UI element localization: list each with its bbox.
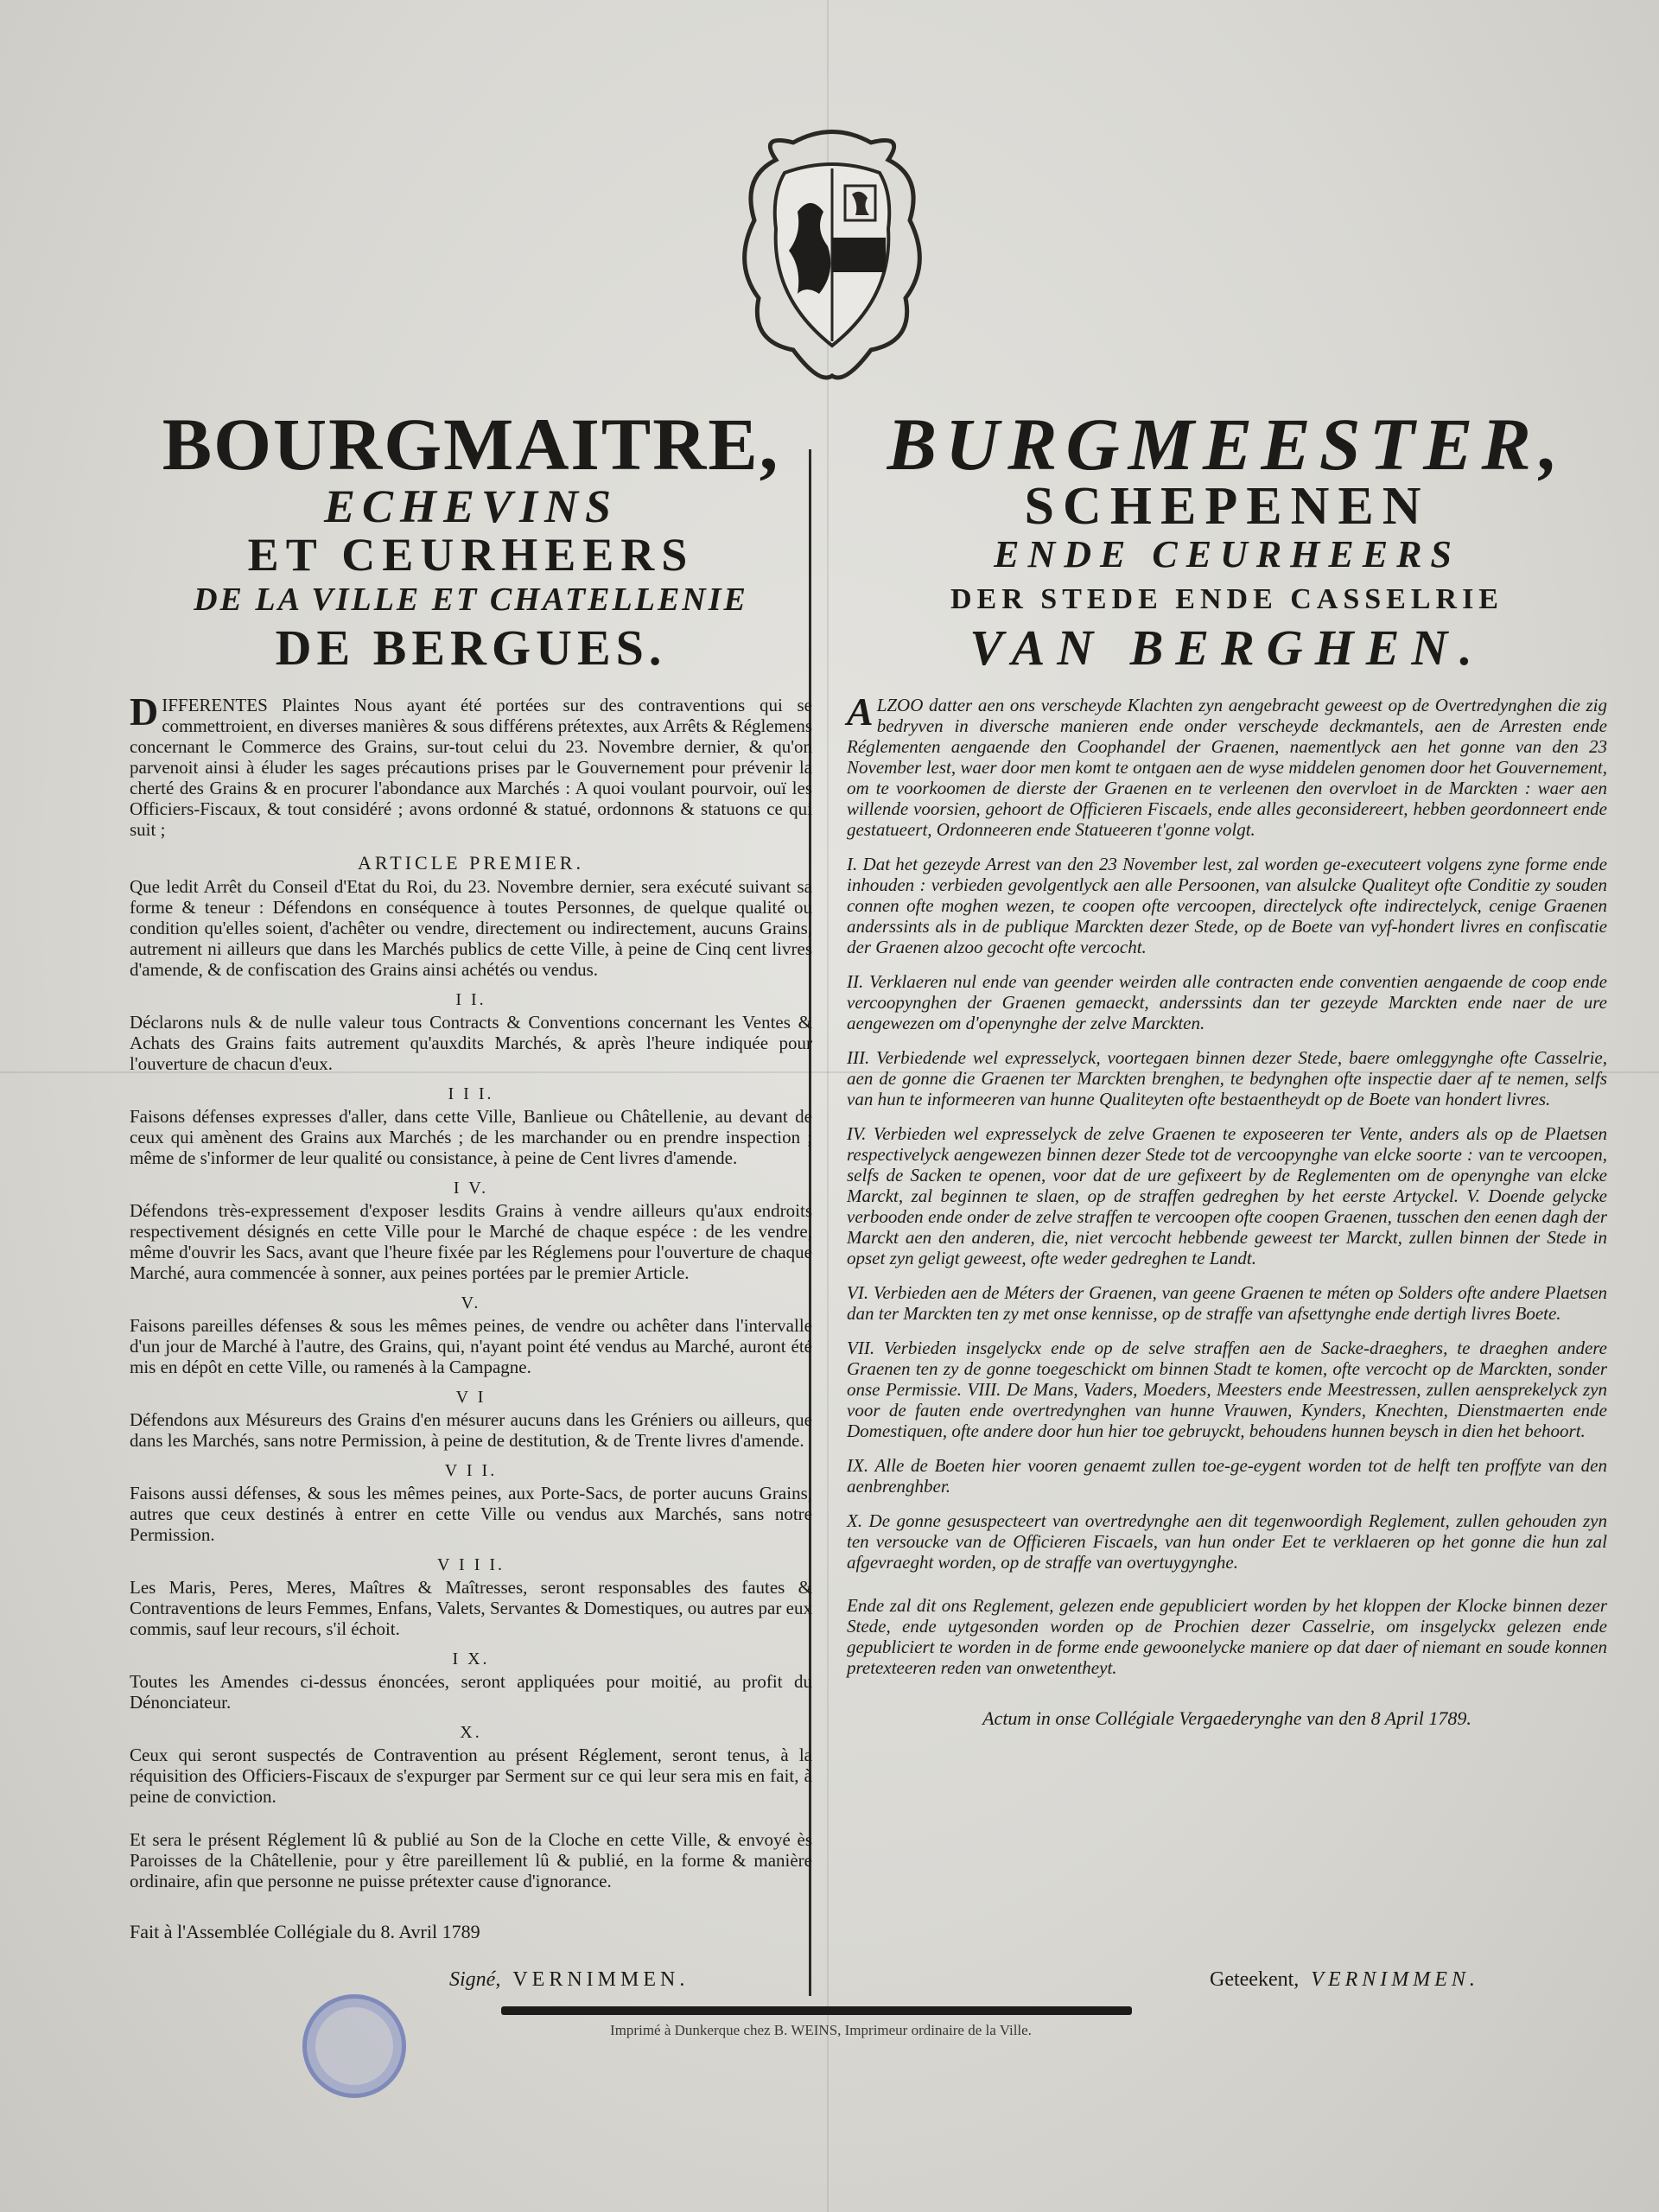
dutch-subtitle-schepenen: SCHEPENEN (1024, 477, 1430, 536)
dutch-signature-name: VERNIMMEN. (1311, 1968, 1479, 1991)
printer-rule (501, 2006, 1132, 2015)
dutch-closing: Ende zal dit ons Reglement, gelezen ende gepubliciert worden by het kloppen der Klocke binnen dezer Stede, ende uytgesonden worden op de Prochien dezer Casselrie, om insgelyckx gelezen ende gepubliciert te worden in de forme ende gewoonelycke maniere op dat daer of niemant en soude konnen pretexteeren reden van onwetentheyt. (847, 1595, 1607, 1678)
french-dropcap: D (130, 690, 159, 734)
dutch-dropcap: A (847, 690, 874, 734)
dutch-signature-label: Geteekent, (1210, 1968, 1300, 1991)
french-article: Faisons aussi défenses, & sous les mêmes peines, aux Porte-Sacs, de porter aucuns Grains, autres que ceux destinés à entrer en cette Ville ou vendus aux Marchés, sans notre Permission. (130, 1483, 812, 1545)
dutch-subtitle-stede: DER STEDE ENDE CASSELRIE (950, 583, 1503, 615)
french-article: Que ledit Arrêt du Conseil d'Etat du Roi, du 23. Novembre dernier, sera exécuté suivant sa forme & teneur : Défendons en conséquence à toutes Personnes, de quelque qualité ou condition qu'elles soient, d'achêter ou vendre, directement ou indirectement, aucuns Grains, autrement ni ailleurs que dans les Marchés publics de cette Ville, à peine de Cinq cent livres d'amende, & de confiscation des Grains ainsi achétés ou vendus. (130, 876, 812, 980)
dutch-article: VII. Verbieden insgelyckx ende op de selve straffen aen de Sacke-draeghers, te draeghen andere Graenen ten zy de gonne toegeschickt om binnen Stadt te komen, ofte vercocht op de Marckten, sonder onse Permissie. VIII. De Mans, Vaders, Moeders, Meesters ende Meestressen, zullen aensprekelyck zyn voor de fauten ende overtredynghen van hunne Vrauwen, Kynders, Knechten, Dienstmaerten ende Domestiquen, ofte andere door hun hier toe gebruyckt, behoudens hunnen beysch in dien het behoort. (847, 1338, 1607, 1441)
archive-stamp-icon (302, 1994, 406, 2098)
french-article-number: I X. (452, 1649, 490, 1669)
dutch-article: III. Verbiedende wel expresselyck, voortegaen binnen dezer Stede, baere omleggynghe ofte Casselrie, aen de gonne die Graenen ter Marckten brenghen, te bedynghen ofte inspectie daer af te nemen, selfs van hun te informeeren van hunne Qualiteyten ofte bestaentheydt op de Boete van hondert livres. (847, 1047, 1607, 1109)
dutch-article: X. De gonne gesuspecteert van overtredynghe aen dit tegenwoordigh Reglement, zullen gehouden zyn ten versoucke van de Officieren Fiscaels, van hun onder Eet te verklaeren op het gonne die hun zal afgevraeght worden, op de straffe van overtuygynghe. (847, 1510, 1607, 1573)
printer-imprint: Imprimé à Dunkerque chez B. WEINS, Imprimeur ordinaire de la Ville. (610, 2022, 1032, 2038)
french-closing: Et sera le présent Réglement lû & publié au Son de la Cloche en cette Ville, & envoyé ès Paroisses de la Châtellenie, pour y être pareillement lû & publié, en la forme & manière ordinaire, afin que personne ne puisse prétexter cause d'ignorance. (130, 1829, 812, 1891)
dutch-subtitle-berghen: VAN BERGHEN. (969, 620, 1484, 676)
dutch-article: VI. Verbieden aen de Méters der Graenen, van geene Graenen te méten op Solders ofte andere Plaetsen dan ter Marckten ten zy met onse kennisse, op de straffe van afsettynghe ende dertigh livres Boete. (847, 1282, 1607, 1324)
french-article: Défendons aux Mésureurs des Grains d'en mésurer aucuns dans les Gréniers ou ailleurs, que dans les Marchés, sans notre Permission, à peine de destitution, & de Trente livres d'amende. (130, 1409, 812, 1451)
french-article: Ceux qui seront suspectés de Contravention au présent Réglement, seront tenus, à la réquisition des Officiers-Fiscaux de s'expurger par Serment sur ce qui leur sera mis en fait, à peine de conviction. (130, 1745, 812, 1807)
french-preamble-text: IFFERENTES Plaintes Nous ayant été portées sur des contraventions qui se commettroient, en diverses manières & sous différens prétextes, aux Arrêts & Réglemens concernant le Commerce des Grains, sur-tout celui du 23. Novembre dernier, & qu'on parvenoit ainsi à éluder les sages précautions prises par le Gouvernement pour prévenir la cherté des Grains & en procurer l'abondance aux Marchés : A quoi voulant pourvoir, ouï les Officiers-Fiscaux, & tout considéré ; avons ordonné & statué, ordonnons & statuons ce qui suit ; (130, 695, 812, 840)
dutch-subtitle-ceurheers: ENDE CEURHEERS (994, 533, 1460, 575)
french-subtitle-ceurheers: ET CEURHEERS (247, 529, 695, 581)
french-subtitle-echevins: ECHEVINS (323, 480, 619, 532)
dutch-preamble (847, 690, 1607, 840)
french-article-number: V I I I. (436, 1555, 505, 1574)
french-title: BOURGMAITRE, (162, 403, 780, 486)
french-signature-label: Signé, (449, 1968, 501, 1991)
dutch-column (847, 403, 1607, 1730)
dutch-article: IV. Verbieden wel expresselyck de zelve Graenen te exposeeren ter Vente, anders als op de Plaetsen respectivelyck aengewezen binnen dezer Stede tot de vercoopynghe van elcke soorte : van te vercoopen, selfs de Sacken te openen, voor dat de ure gefixeert by de Reglementen om de openynghe van elcke Marckt, zal beginnen te slaen, op de straffen gedreghen by het eerste Artyckel. V. Doende gelycke verbooden ende onder de zelve straffen te vercoopen ofte coopen Graenen, tusschen den eenen dagh der Marckt aen den anderen, die, niet vercocht hebbende geweest ter Marckt, zullen binnen der Stede in opset zyn geligt geweest, ofte weder gedreghen te Landt. (847, 1123, 1607, 1268)
french-article-number: I I I. (448, 1084, 494, 1103)
french-article: Défendons très-expressement d'exposer lesdits Grains à vendre ailleurs qu'aux endroits respectivement désignés en cette Ville pour le Marché de chaque espéce : de les vendre, même d'ouvrir les Sacs, avant que l'heure fixée par les Réglemens pour l'ouverture de chaque Marché, aura commencée à sonner, aux peines portées par le premier Article. (130, 1200, 812, 1283)
french-article: Les Maris, Peres, Meres, Maîtres & Maîtresses, seront responsables des fautes & Contraventions de leurs Femmes, Enfans, Valets, Servantes & Domestiques, ou autres par eux commis, sauf leur recours, s'il échoit. (130, 1577, 812, 1639)
french-subtitle-ville: DE LA VILLE ET CHATELLENIE (194, 582, 748, 618)
french-article: Déclarons nuls & de nulle valeur tous Contracts & Conventions concernant les Ventes & Achats des Grains faits autrement qu'auxdits Marchés, & après l'heure indiquée pour l'ouverture de chacun d'eux. (130, 1012, 812, 1074)
french-preamble (130, 690, 812, 840)
dutch-article: II. Verklaeren nul ende van geender weirden alle contracten ende conventien aengaende de coop ende vercoopynghen der Graenen gemaeckt, anderssints dan ter gezeyde Marckten ende naer de ure aengewezen om d'openynghe der zelve Marckten. (847, 971, 1607, 1033)
dutch-date-line: Actum in onse Collégiale Vergaederynghe van den 8 April 1789. (982, 1707, 1471, 1729)
french-article-number: V. (461, 1294, 481, 1313)
dutch-signature (1210, 1968, 1479, 1992)
french-article-title: ARTICLE PREMIER. (358, 852, 584, 874)
dutch-title: BURGMEESTER, (887, 403, 1567, 486)
french-article-number: I V. (453, 1179, 489, 1198)
french-signature-name: VERNIMMEN. (512, 1968, 690, 1991)
french-article-number: V I I. (444, 1461, 498, 1480)
dutch-preamble-text: LZOO datter aen ons verscheyde Klachten zyn aengebracht geweest op de Overtredynghen die zig bedryven in diversche manieren ende onder verscheyde deckmantels, aen de Arresten ende Réglementen aengaende den Coophandel der Graenen, naementlyck aen het gonne van den 23 November lest, waer door men komt te ontgaen aen de wyse middelen genomen door het Gouvernement, om te voorkoomen de dierste der Graenen en te verleenen den overvloet in de Marckten : waer aen willende voorsien, gehoort de Officieren Fiscaels, ende alles geconsidereert, hebben geordonneert ende gestatueert, Ordonneeren ende Statueeren t'gonne volgt. (847, 695, 1607, 840)
french-article-number: I I. (455, 990, 486, 1009)
french-article: Toutes les Amendes ci-dessus énoncées, seront appliquées pour moitié, au profit du Dénonciateur. (130, 1671, 812, 1713)
french-article: Faisons pareilles défenses & sous les mêmes peines, de vendre ou achêter dans l'intervalle d'un jour de Marché à l'autre, des Grains, qui, n'ayant point été vendus au Marché, auront été mis en dépôt en cette Ville, ou ramenés à la Campagne. (130, 1315, 812, 1377)
french-article: Faisons défenses expresses d'aller, dans cette Ville, Banlieue ou Châtellenie, au devant de ceux qui amènent des Grains aux Marchés ; de les marchander ou en prendre inspection ; même de s'informer de leur qualité ou consistance, à peine de Cent livres d'amende. (130, 1106, 812, 1168)
french-article-number: V I (455, 1388, 486, 1407)
french-subtitle-bergues: DE BERGUES. (275, 620, 667, 676)
coat-of-arms-icon (724, 125, 940, 385)
french-column (130, 403, 812, 1943)
dutch-article: IX. Alle de Boeten hier vooren genaemt zullen toe-ge-eygent worden tot de helft ten proffyte van den aenbrenghber. (847, 1455, 1607, 1497)
french-date-line: Fait à l'Assemblée Collégiale du 8. Avril 1789 (130, 1921, 480, 1942)
french-article-number: X. (460, 1723, 482, 1742)
dutch-article: I. Dat het gezeyde Arrest van den 23 November lest, zal worden ge-executeert volgens zyne forme ende inhouden : verbieden gevolgentlyck aen alle Persoonen, van alsulcke Qualiteyt ofte Conditie zy souden connen ofte moghen wezen, te coopen ofte vercoopen, directelyck ofte indirectelyck, cenige Graenen anderssints als in de publique Marckten dezer Stede, op de Boete van vyf-hondert livres en confiscatie der Graenen alzoo gecocht ofte vercocht. (847, 854, 1607, 957)
french-signature (449, 1968, 689, 1992)
